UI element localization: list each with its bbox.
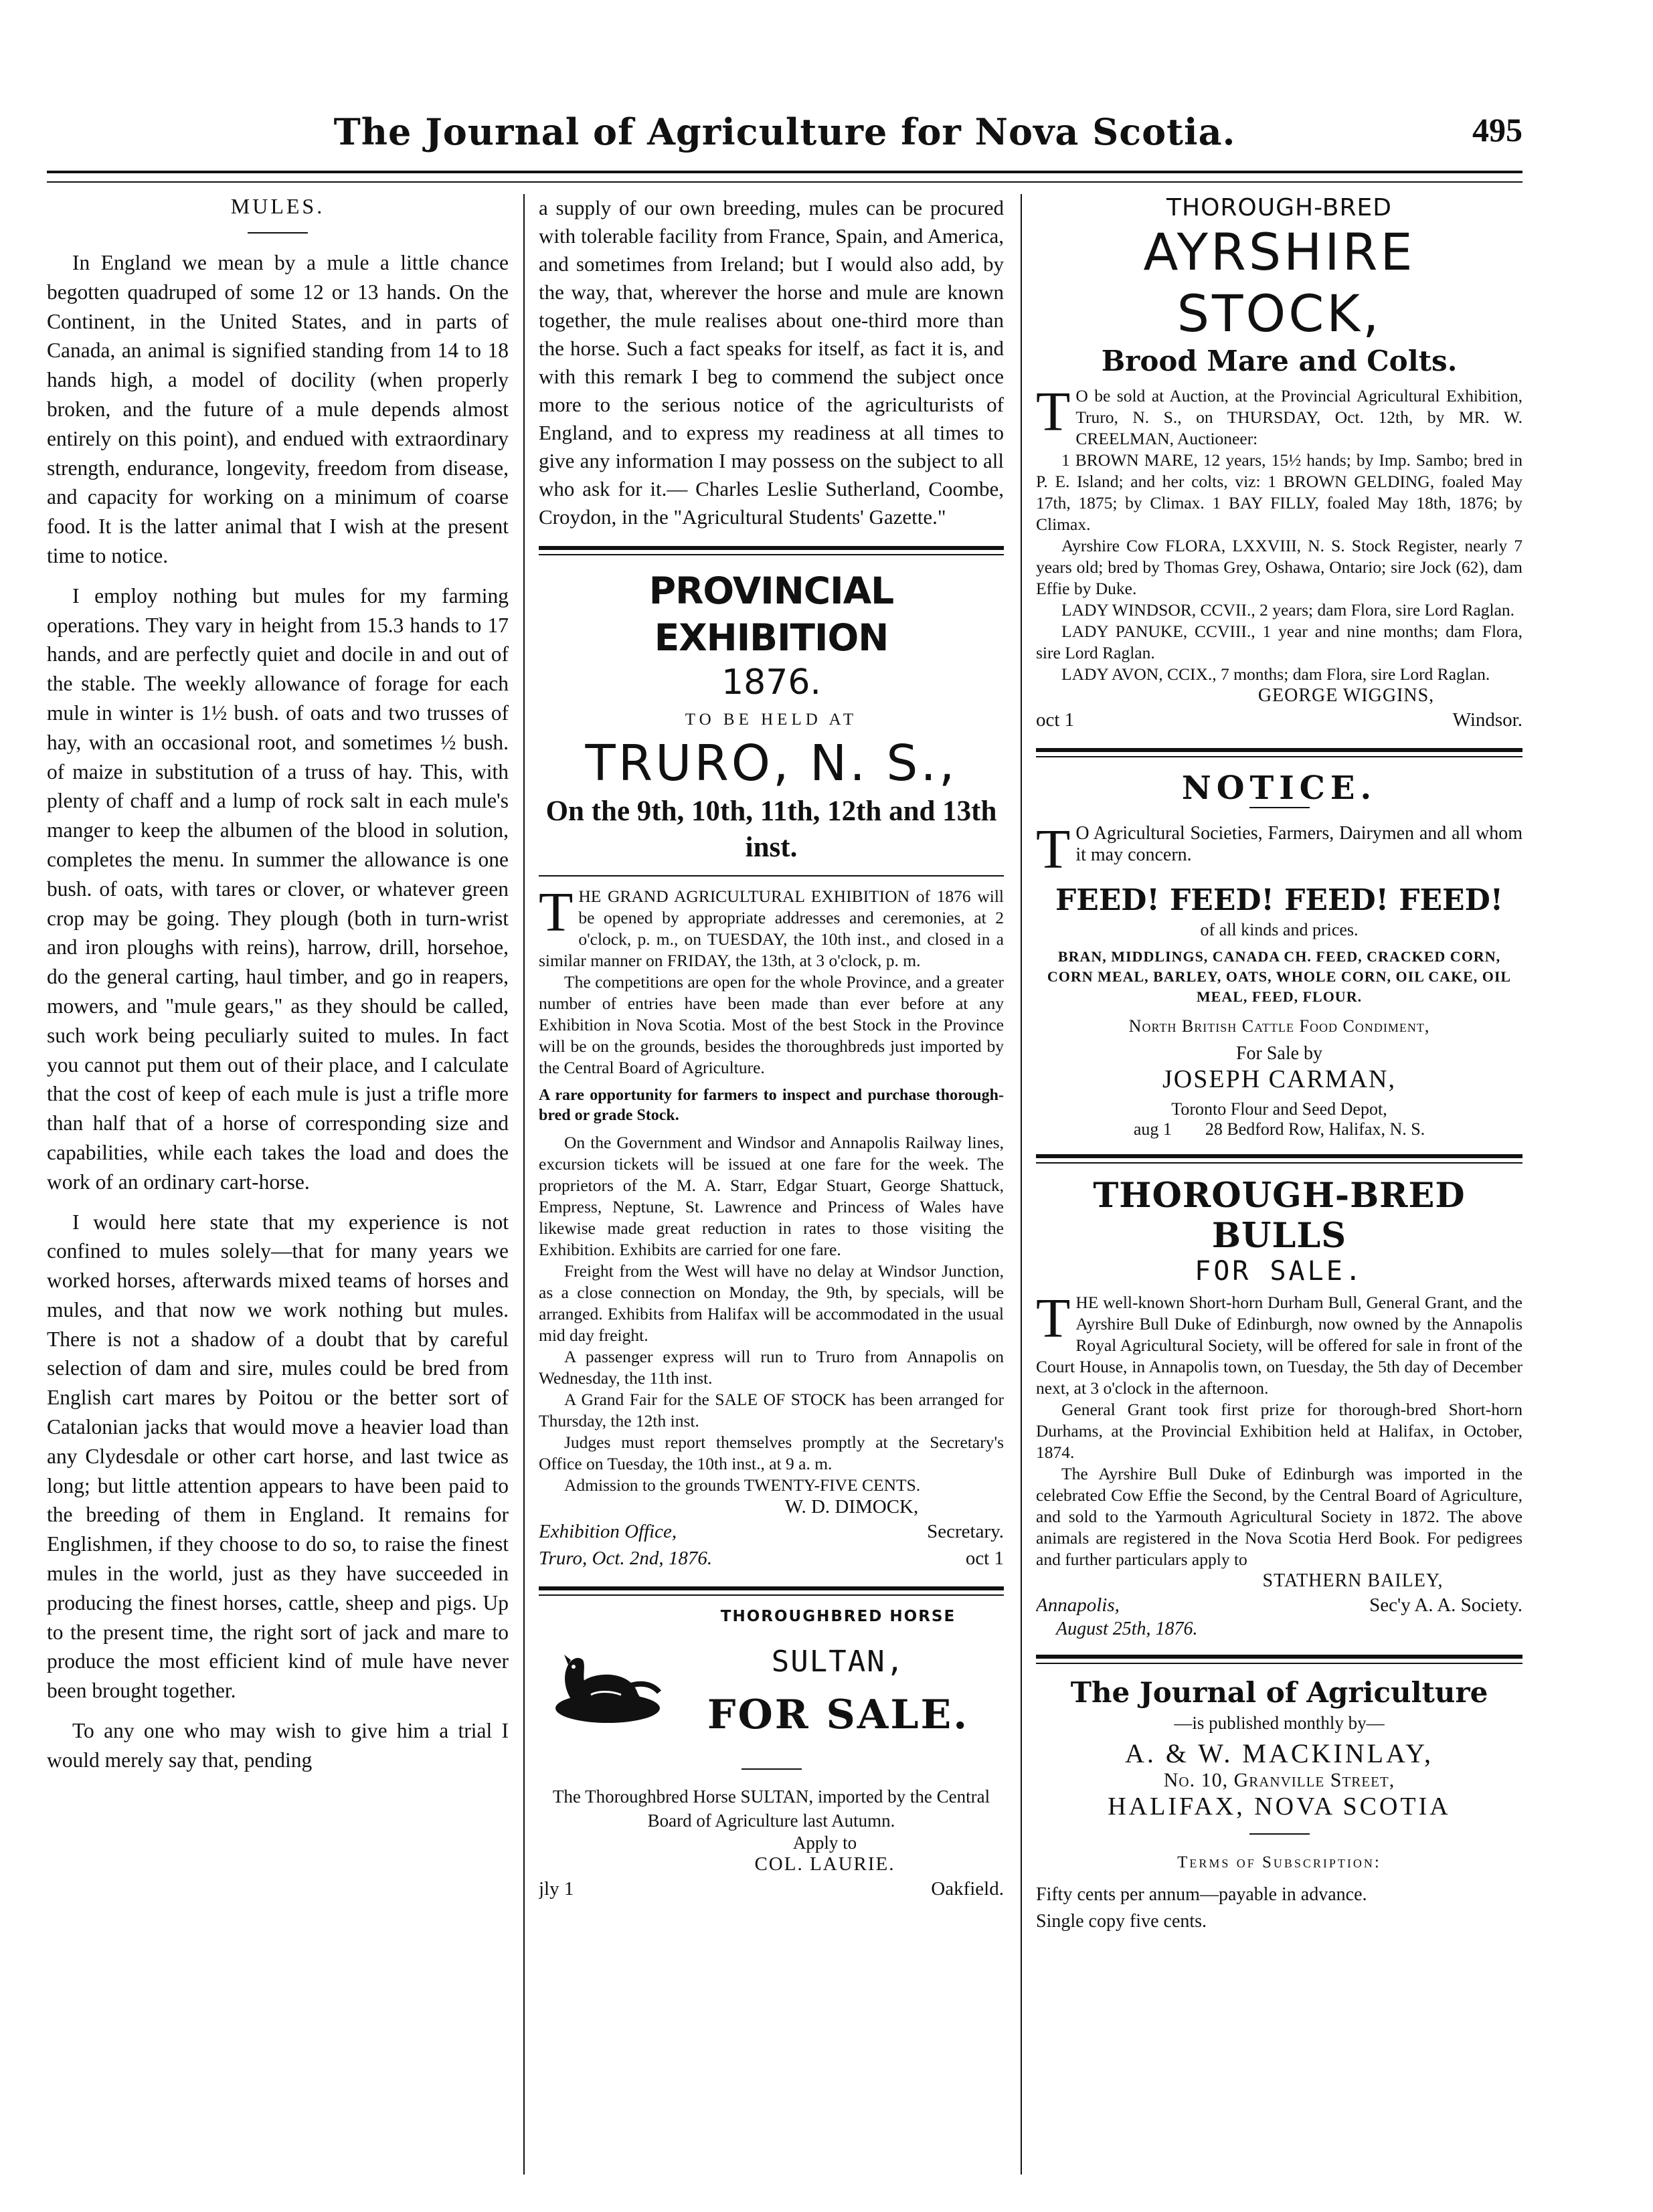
notice-rule — [1249, 807, 1310, 808]
feed-ad-code: aug 1 — [1133, 1119, 1172, 1139]
exhibition-location-date: Truro, Oct. 2nd, 1876. — [539, 1548, 713, 1569]
exhibition-paragraph-4: Freight from the West will have no delay at Windsor Junction, as a close connection on Monday, the 9th, by specials, will be arranged. Exhibits from Halifax will be accommodated in the usual mid day freight. — [539, 1261, 1004, 1345]
horse-engraving-icon — [544, 1635, 665, 1728]
exhibition-signatory: W. D. DIMOCK, — [784, 1496, 919, 1517]
mules-paragraph-4: To any one who may wish to give him a trial I would merely say that, pending — [47, 1719, 509, 1772]
notice-title: NOTICE. — [1181, 769, 1377, 807]
exhibition-notice: A rare opportunity for farmers to inspect and purchase thorough-bred or grade Stock. — [539, 1087, 1004, 1124]
merchant-name: JOSEPH CARMAN, — [1162, 1065, 1396, 1093]
feed-condiment: North British Cattle Food Condiment, — [1128, 1016, 1430, 1036]
feed-kinds: of all kinds and prices. — [1200, 920, 1359, 939]
feed-notice-ad — [1036, 769, 1522, 1139]
sultan-name: SULTAN, — [771, 1645, 905, 1679]
exhibition-body — [539, 881, 1004, 1496]
exhibition-year: 1876. — [721, 662, 821, 703]
exhibition-secretary: Secretary. — [927, 1521, 1004, 1542]
notice-paragraph: O Agricultural Societies, Farmers, Dairymen and all whom it may concern. — [1075, 823, 1522, 865]
bulls-paragraph-3: The Ayrshire Bull Duke of Edinburgh was imported in the celebrated Cow Effie the Second, by the Central Board of Agriculture, and sold to the Yarmouth Agricultural Society in 1872. The above animals are registered in the Nova Scotia Herd Book. For pedigrees and further particulars apply to — [1036, 1464, 1522, 1569]
exhibition-paragraph-2: The competitions are open for the whole Province, and a greater number of entries have been made than ever before at any Exhibition in Nova Scotia. Most of the best Stock in the Province will be on the grounds, besides the thoroughbreds just imported by the Central Board of Agriculture. — [539, 972, 1004, 1077]
terms-line-1: Fifty cents per annum—payable in advance. — [1036, 1884, 1367, 1905]
sultan-for-sale: FOR SALE. — [707, 1691, 970, 1738]
exhibition-paragraph-1: HE GRAND AGRICULTURAL EXHIBITION of 1876 will be opened by appropriate addresses and ceremonies, at 2 o'clock, p. m., on TUESDAY, the 10th inst., and closed in a similar manner on FRIDAY, the 13th, at 3 o'clock, p. m. — [539, 887, 1004, 970]
mules-paragraph-2: I employ nothing but mules for my farming operations. They vary in height from 15.3 hands to 17 hands, and are perfectly quiet and docile in and out of the stable. The weekly allowance of forage for each mule in winter is 1½ bush. of oats and two trusses of hay, with an occasional root, and sometimes ½ bush. of maize in substitution of a truss of hay. This, with plenty of chaff and a lump of rock salt in each mule's manger to keep the albumen of the blood in solution, completes the menu. In summer the allowance is one bush. of oats, with tares or clover, or whatever green crop may be going. They plough (both in turn-wrist and iron ploughs with reins), harrow, drill, horsehoe, do the general carting, haul timber, and go in reapers, mowers, and "mule gears," as they should be called, such work being peculiarly suited to mules. In fact you cannot put them out of their place, and I calculate that the cost of keep of each mule is just a trifle more than half that of a horse of corresponding size and capabilities, while each takes the load and does the work of an ordinary cart-horse. — [47, 583, 509, 1194]
section-rule — [539, 1586, 1004, 1596]
drop-cap: T — [539, 881, 574, 943]
ayrshire-ad-code: oct 1 — [1036, 709, 1075, 731]
journal-address-1: No. 10, Granville Street, — [1163, 1769, 1395, 1791]
exhibition-ad-code: oct 1 — [965, 1548, 1004, 1569]
sultan-heading: THOROUGHBRED HORSE — [720, 1608, 956, 1625]
ayrshire-paragraph-6: LADY AVON, CCIX., 7 months; dam Flora, sire Lord Raglan. — [1061, 664, 1490, 684]
column-3 — [1036, 194, 1522, 2175]
ayrshire-ad — [1036, 194, 1522, 733]
merchant-address: 28 Bedford Row, Halifax, N. S. — [1205, 1119, 1425, 1139]
title-rule — [248, 232, 308, 234]
exhibition-paragraph-3: On the Government and Windsor and Annapolis Railway lines, excursion tickets will be issued at one fare for the week. The proprietors of the M. A. Starr, Edgar Stuart, George Shattuck, Empress, Neptune, St. Lawrence and Princess of Wales have likewise made great reduction in rates to those visiting the Exhibition. Exhibits are carried for one fare. — [539, 1133, 1004, 1259]
drop-cap: T — [1036, 818, 1071, 881]
section-rule — [1036, 1655, 1522, 1664]
exhibition-paragraph-5: A passenger express will run to Truro from Annapolis on Wednesday, the 11th inst. — [539, 1347, 1004, 1388]
section-rule — [539, 546, 1004, 555]
terms-heading: Terms of Subscription: — [1177, 1853, 1381, 1871]
feed-heading: FEED! FEED! FEED! FEED! — [1055, 883, 1504, 917]
terms-line-2: Single copy five cents. — [1036, 1911, 1207, 1932]
bulls-date: August 25th, 1876. — [1056, 1619, 1198, 1639]
journal-address-2: HALIFAX, NOVA SCOTIA — [1108, 1792, 1451, 1821]
exhibition-dates: On the 9th, 10th, 11th, 12th and 13th inst. — [545, 796, 997, 863]
exhibition-admission: Admission to the grounds TWENTY-FIVE CENTS. — [564, 1475, 921, 1495]
journal-imprint — [1036, 1676, 1522, 1935]
ayrshire-paragraph-4: LADY WINDSOR, CCVII., 2 years; dam Flora, sire Lord Raglan. — [1061, 600, 1515, 620]
mules-paragraph-3: I would here state that my experience is not confined to mules solely—that for many years we worked horses, afterwards mixed teams of horses and mules, and that now we work nothing but mules. There is not a shadow of a doubt that by careful selection of dam and sire, mules could be bred from English cart mares by Poitou or the better sort of Catalonian jacks that would move a heavier load than any Clydesdale or other cart horse, and last twice as long; but little attention appears to have been paid to the breeding of them in England. It remains for Englishmen, if they choose to do so, to raise the finest mules in the world, just as they have succeeded in producing the finest horses, cattle, sheep and pigs. Up to the present time, the right sort of jack and mare to produce the most efficient kind of mule have never been brought together. — [47, 1210, 509, 1703]
sultan-ad-code: jly 1 — [539, 1878, 574, 1900]
sultan-apply: Apply to — [792, 1833, 857, 1853]
bulls-paragraph-2: General Grant took first prize for thorough-bred Short-horn Durhams, at the Provincial Exhibition held at Halifax, in October, 1874. — [1036, 1400, 1522, 1462]
exhibition-to-be-held: TO BE HELD AT — [685, 711, 858, 729]
ayrshire-paragraph-2: 1 BROWN MARE, 12 years, 15½ hands; by Imp. Sambo; bred in P. E. Island; and her colts, viz: 1 BROWN GELDING, foaled May 17th, 1875; by Climax. 1 BAY FILLY, foaled May 18th, 1876; by Climax. — [1036, 450, 1522, 534]
column-rule-1 — [523, 194, 525, 2175]
for-sale-by: For Sale by — [1235, 1043, 1323, 1064]
drop-cap: T — [1036, 381, 1071, 443]
feed-list: BRAN, MIDDLINGS, CANADA CH. FEED, CRACKED CORN, CORN MEAL, BARLEY, OATS, WHOLE CORN, OIL CAKE, OIL MEAL, FEED, FLOUR. — [1047, 948, 1512, 1005]
merchant-depot: Toronto Flour and Seed Depot, — [1171, 1099, 1387, 1119]
sultan-ad — [539, 1608, 1004, 1902]
column-1 — [47, 194, 509, 2175]
column-2 — [539, 194, 1004, 2175]
ayrshire-place: Windsor. — [1452, 709, 1522, 731]
page-number: 495 — [1472, 111, 1522, 149]
ayrshire-paragraph-1: O be sold at Auction, at the Provincial Agricultural Exhibition, Truro, N. S., on THURSDAY, Oct. 12th, by MR. W. CREELMAN, Auctioneer: — [1075, 386, 1522, 448]
journal-running-title: The Journal of Agriculture for Nova Scotia. — [333, 110, 1236, 153]
exhibition-paragraph-6: A Grand Fair for the SALE OF STOCK has been arranged for Thursday, the 12th inst. — [539, 1390, 1004, 1431]
bulls-place: Annapolis, — [1036, 1594, 1120, 1616]
ayrshire-paragraph-3: Ayrshire Cow FLORA, LXXVIII, N. S. Stock Register, nearly 7 years old; bred by Thomas Grey, Oshawa, Ontario; sire Jock (62), dam Effie by Duke. — [1036, 536, 1522, 598]
sultan-rule — [742, 1768, 802, 1770]
column-rule-2 — [1021, 194, 1022, 2175]
section-rule — [1036, 1154, 1522, 1164]
journal-name: The Journal of Agriculture — [1070, 1676, 1488, 1709]
journal-publisher: A. & W. MACKINLAY, — [1125, 1738, 1433, 1768]
ayrshire-signatory: GEORGE WIGGINS, — [1257, 685, 1435, 706]
bulls-subtitle: FOR SALE. — [1195, 1256, 1364, 1287]
section-rule — [1036, 748, 1522, 757]
drop-cap: T — [1036, 1287, 1071, 1350]
exhibition-place: TRURO, N. S., — [585, 735, 958, 792]
ayrshire-kicker: THOROUGH-BRED — [1166, 194, 1392, 221]
mules-paragraph-1: In England we mean by a mule a little chance begotten quadruped of some 12 or 13 hands. On the Continent, in the United States, and in parts of Canada, an animal is signified standing from 14 to 18 hands high, a model of docility (when properly broken, and the future of a mule depends almost entirely on this point), and endued with extraordinary strength, endurance, longevity, freedom from disease, and capacity for working on a minimum of coarse food. It is the latter animal that I wish at the present time to notice. — [47, 251, 509, 567]
header-rule — [47, 171, 1522, 183]
bulls-role: Sec'y A. A. Society. — [1369, 1594, 1522, 1616]
sultan-contact: COL. LAURIE. — [754, 1853, 895, 1875]
ayrshire-paragraph-5: LADY PANUKE, CCVIII., 1 year and nine months; dam Flora, sire Lord Raglan. — [1036, 622, 1522, 662]
running-head — [47, 100, 1522, 181]
sultan-place: Oakfield. — [931, 1878, 1004, 1900]
exhibition-office: Exhibition Office, — [539, 1521, 677, 1542]
mules-article-title: MULES. — [230, 194, 325, 218]
journal-published: —is published monthly by— — [1174, 1713, 1385, 1733]
mules-continuation: a supply of our own breeding, mules can be procured with tolerable facility from France, Spain, and America, and sometimes from Ireland; but I would also add, by the way, that, wherever the horse and mule are known together, the mule realises about one-third more than the horse. Such a fact speaks for itself, as fact it is, and with this remark I beg to commend the subject once more to the serious notice of the agriculturists of England, and to express my readiness at all times to give any information I may possess on the subject to all who ask for it.— Charles Leslie Sutherland, Coombe, Croydon, in the "Agricultural Students' Gazette." — [539, 196, 1004, 529]
bulls-signatory: STATHERN BAILEY, — [1262, 1570, 1444, 1591]
exhibition-title: PROVINCIAL EXHIBITION — [648, 569, 894, 659]
bulls-ad — [1036, 1176, 1522, 1640]
exhibition-paragraph-7: Judges must report themselves promptly at the Secretary's Office on Tuesday, the 10th inst., at 9 a. m. — [539, 1433, 1004, 1473]
provincial-exhibition-ad — [539, 567, 1004, 1572]
ayrshire-subtitle: Brood Mare and Colts. — [1101, 345, 1458, 377]
newspaper-page — [47, 100, 1522, 2175]
dates-rule — [539, 875, 1004, 877]
journal-rule — [1249, 1833, 1310, 1835]
sultan-text: The Thoroughbred Horse SULTAN, imported by the Central Board of Agriculture last Autumn. — [552, 1786, 990, 1831]
bulls-title: THOROUGH-BRED BULLS — [1093, 1176, 1466, 1256]
bulls-paragraph-1: HE well-known Short-horn Durham Bull, General Grant, and the Ayrshire Bull Duke of Edinburgh, now owned by the Annapolis Royal Agricultural Society, will be offered for sale in front of the Court House, in Annapolis town, on Tuesday, the 5th day of December next, at 3 o'clock in the afternoon. — [1036, 1293, 1522, 1398]
ayrshire-title: AYRSHIRE STOCK, — [1143, 222, 1415, 343]
